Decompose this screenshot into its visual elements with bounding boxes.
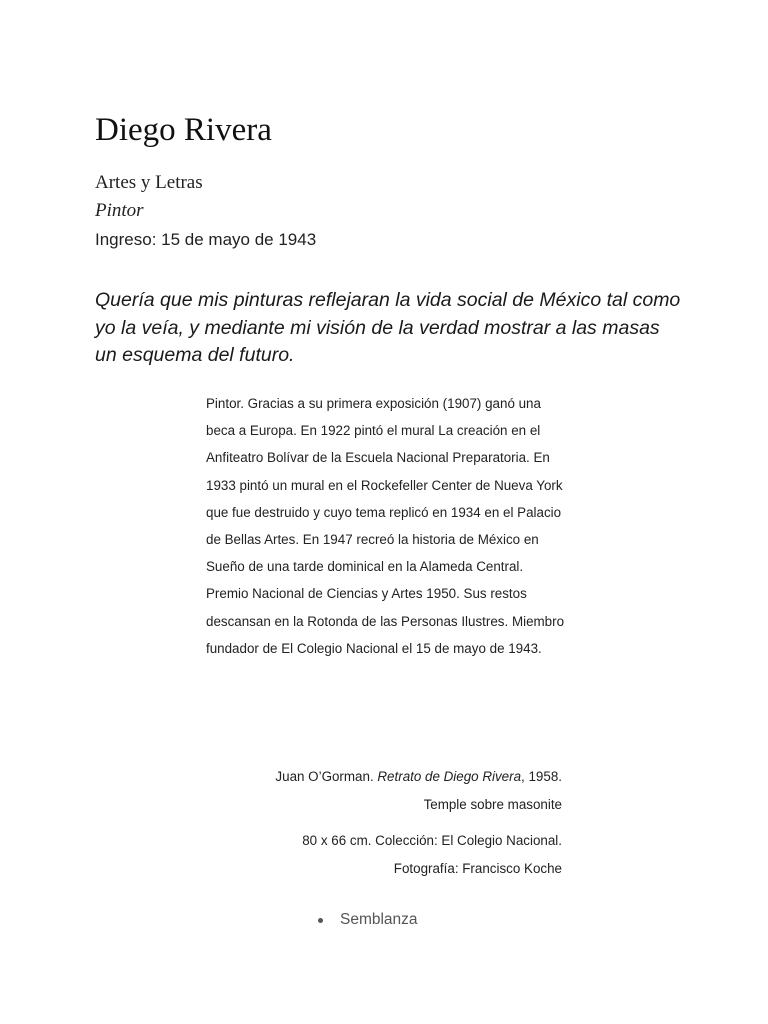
page-title: Diego Rivera xyxy=(95,112,272,148)
caption-dimensions: 80 x 66 cm. Colección: El Colegio Nacional. xyxy=(302,833,562,848)
member-area: Artes y Letras xyxy=(95,172,203,193)
admission-date: Ingreso: 15 de mayo de 1943 xyxy=(95,230,317,249)
caption-work-title: Retrato de Diego Rivera xyxy=(377,769,522,784)
artwork-caption xyxy=(206,763,562,818)
biography: Pintor. Gracias a su primera exposición (1907) ganó una beca a Europa. En 1922 pintó el mural La creación en el Anfiteatro Bolívar de la Escuela Nacional Preparatoria. En 1933 pintó un mural en el Rockefeller Center de Nueva York que fue destruido y cuyo tema replicó en 1934 en el Palacio de Bellas Artes. En 1947 recreó la historia de México en Sueño de una tarde dominical en la Alameda Central. Premio Nacional de Ciencias y Artes 1950. Sus restos descansan en la Rotonda de las Personas Ilustres. Miembro fundador de El Colegio Nacional el 15 de mayo de 1943. xyxy=(206,396,565,656)
caption-year: , 1958. xyxy=(521,769,562,784)
caption-technique: Temple sobre masonite xyxy=(423,796,562,812)
section-menu xyxy=(318,911,418,929)
semblanza-link[interactable]: Semblanza xyxy=(340,911,418,928)
caption-photo-credit: Fotografía: Francisco Koche xyxy=(393,860,562,876)
menu-item-semblanza xyxy=(318,911,418,929)
member-role: Pintor xyxy=(95,200,144,221)
artwork-details xyxy=(206,827,562,882)
bullet-icon xyxy=(318,918,323,923)
quote: Quería que mis pinturas reflejaran la vida social de México tal como yo la veía, y mediante mi visión de la verdad mostrar a las masas un esquema del futuro. xyxy=(95,289,681,366)
caption-author: Juan O’Gorman. xyxy=(275,769,378,784)
